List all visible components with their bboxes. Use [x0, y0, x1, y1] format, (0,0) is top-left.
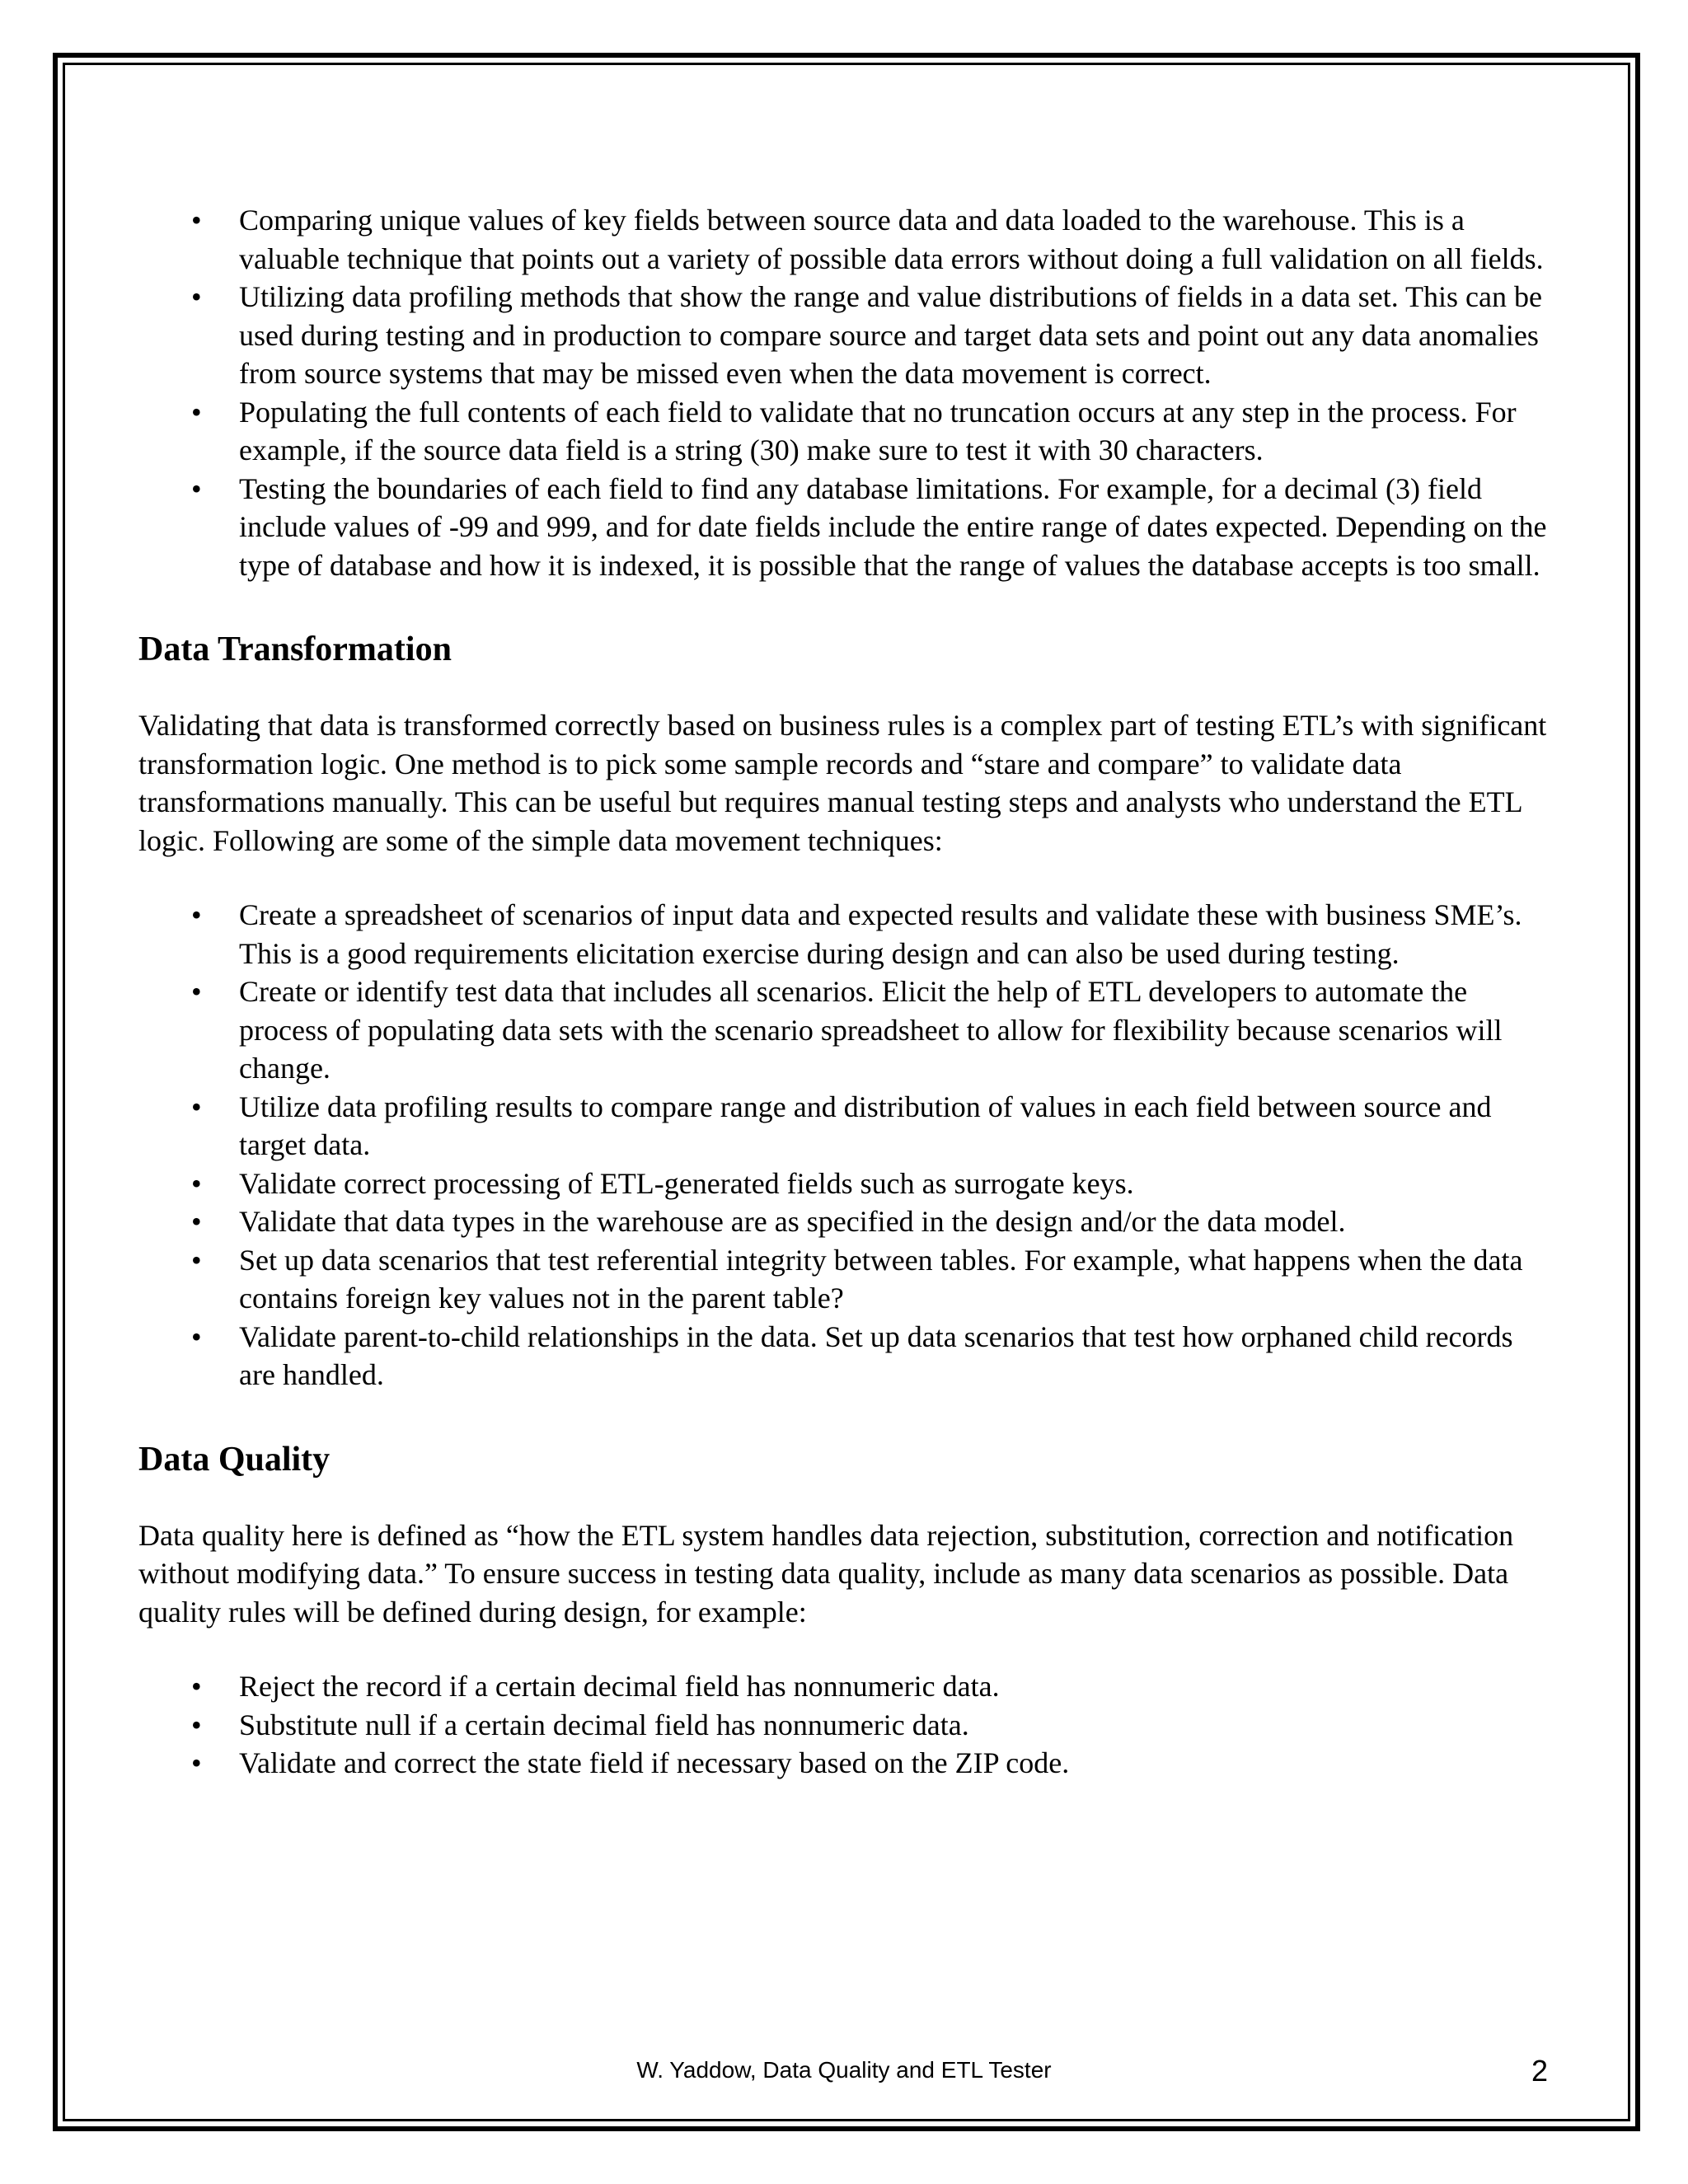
bullet-icon: •: [191, 395, 202, 429]
page-footer: W. Yaddow, Data Quality and ETL Tester: [636, 2057, 1052, 2083]
list-item: • Utilizing data profiling methods that show the range and value distributions of fields in a data set. This can be used during testing and in production to compare source and target data sets and point out any data anomalies from source systems that may be missed even when the data movement is correct.: [138, 278, 1556, 393]
quality-paragraph: Data quality here is defined as “how the ETL system handles data rejection, substitution, correction and notification without modifying data.” To ensure success in testing data quality, include as many data scenarios as possible. Data quality rules will be defined during design, for example:: [138, 1518, 1514, 1629]
bullet-icon: •: [191, 1243, 202, 1277]
section-heading-quality: Data Quality: [138, 1440, 331, 1479]
page-number: 2: [1531, 2054, 1549, 2088]
list-item: • Reject the record if a certain decimal field has nonnumeric data.: [138, 1667, 1556, 1706]
list-item: • Substitute null if a certain decimal field has nonnumeric data.: [138, 1706, 1556, 1745]
list-item: • Create or identify test data that includes all scenarios. Elicit the help of ETL developers to automate the process of populating data sets with the scenario spreadsheet to allow for flexibility because scenarios will change.: [138, 972, 1556, 1088]
list-item: • Validate that data types in the warehouse are as specified in the design and/or the data model.: [138, 1202, 1556, 1241]
bullet-icon: •: [191, 1746, 202, 1779]
bullet-icon: •: [191, 898, 202, 931]
transformation-paragraph: Validating that data is transformed correctly based on business rules is a complex part of testing ETL’s with significant transformation logic. One method is to pick some sample records and “stare and compare” to validate data transformations manually. This can be useful but requires manual testing steps and analysts who understand the ETL logic. Following are some of the simple data movement techniques:: [138, 709, 1547, 857]
list-item: • Validate and correct the state field if necessary based on the ZIP code.: [138, 1744, 1556, 1783]
top-bullet-list: [138, 201, 1556, 584]
list-item: • Testing the boundaries of each field to find any database limitations. For example, for a decimal (3) field include values of -99 and 999, and for date fields include the entire range of dates expected. Depending on the type of database and how it is indexed, it is possible that the range of values the database accepts is too small.: [138, 470, 1556, 585]
bullet-icon: •: [191, 1319, 202, 1353]
list-item: • Utilize data profiling results to compare range and distribution of values in each field between source and target data.: [138, 1088, 1556, 1165]
bullet-icon: •: [191, 1205, 202, 1238]
list-item: • Populating the full contents of each field to validate that no truncation occurs at any step in the process. For example, if the source data field is a string (30) make sure to test it with 30 characters.: [138, 393, 1556, 470]
bullet-icon: •: [191, 204, 202, 237]
bullet-icon: •: [191, 975, 202, 1008]
section-heading-transformation: Data Transformation: [138, 630, 452, 668]
list-item: • Set up data scenarios that test referential integrity between tables. For example, what happens when the data contains foreign key values not in the parent table?: [138, 1241, 1556, 1318]
bullet-icon: •: [191, 1090, 202, 1123]
bullet-icon: •: [191, 1166, 202, 1200]
document-body: [138, 201, 1556, 1783]
bullet-icon: •: [191, 471, 202, 505]
list-item: • Validate parent-to-child relationships in the data. Set up data scenarios that test how orphaned child records are handled.: [138, 1318, 1556, 1394]
bullet-icon: •: [191, 1670, 202, 1703]
list-item: • Validate correct processing of ETL-generated fields such as surrogate keys.: [138, 1165, 1556, 1203]
bullet-icon: •: [191, 1708, 202, 1741]
list-item: • Comparing unique values of key fields between source data and data loaded to the warehouse. This is a valuable technique that points out a variety of possible data errors without doing a full validation on all fields.: [138, 201, 1556, 278]
bullet-icon: •: [191, 280, 202, 313]
quality-bullet-list: [138, 1667, 1556, 1783]
list-item: • Create a spreadsheet of scenarios of input data and expected results and validate these with business SME’s. This is a good requirements elicitation exercise during design and can also be used during testing.: [138, 896, 1556, 972]
transformation-bullet-list: [138, 896, 1556, 1394]
